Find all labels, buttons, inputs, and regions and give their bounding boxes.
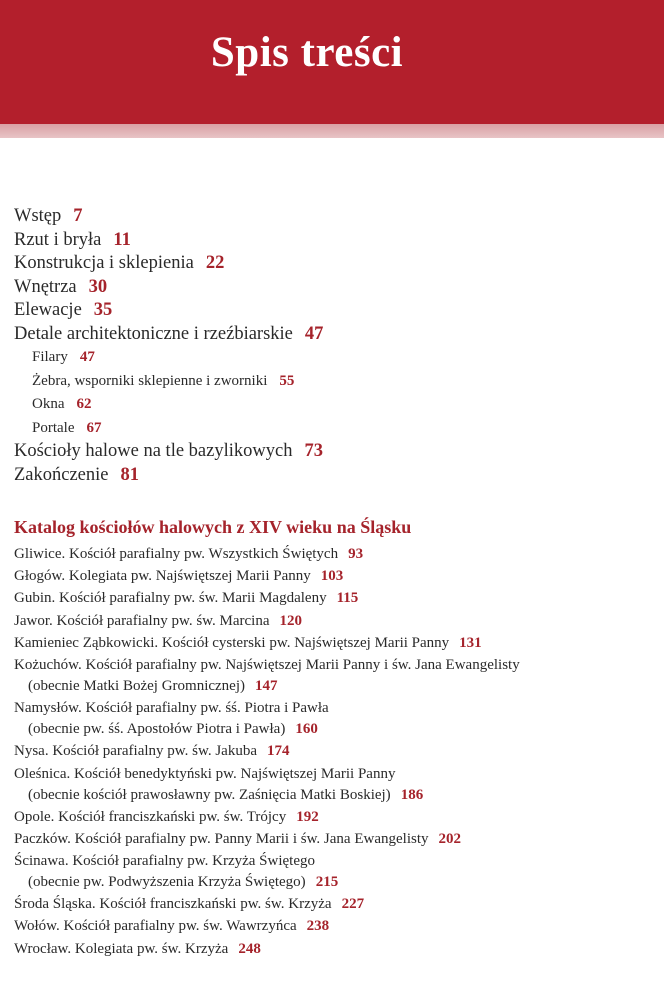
toc-item-page: 73 (304, 441, 323, 461)
toc-item-label: Filary (32, 349, 68, 365)
toc-item-label: Zakończenie (14, 464, 109, 485)
catalog-entry[interactable] (14, 894, 520, 915)
catalog-entry-label: Wołów. Kościół parafialny pw. św. Wawrzyńca (14, 918, 297, 935)
toc-item-page: 55 (279, 372, 295, 389)
catalog-entry-page: 202 (438, 830, 461, 847)
catalog-section (14, 514, 520, 961)
catalog-entry-page: 215 (315, 874, 339, 891)
catalog-entry[interactable] (14, 588, 520, 609)
toc-item[interactable] (14, 323, 323, 347)
catalog-heading: Katalog kościołów halowych z XIV wieku na Śląsku (14, 517, 412, 537)
catalog-entry[interactable] (14, 829, 520, 850)
catalog-entry-page: 115 (336, 590, 359, 607)
catalog-entry-label: Paczków. Kościół parafialny pw. Panny Marii i św. Jana Ewangelisty (14, 830, 429, 847)
catalog-entry[interactable] (14, 939, 520, 960)
page-title: Spis treści (210, 29, 404, 76)
catalog-entry-page: 131 (459, 634, 482, 651)
toc-item-page: 62 (76, 396, 92, 412)
catalog-entry-page: 238 (306, 918, 330, 935)
catalog-entry-label: Ścinawa. Kościół parafialny pw. Krzyża Świętego (14, 853, 316, 870)
header-band (0, 0, 664, 124)
catalog-entry[interactable] (14, 851, 520, 893)
toc-item-label: Elewacje (14, 300, 82, 320)
toc-item-label: Wnętrza (14, 276, 77, 297)
toc-item[interactable] (14, 252, 323, 276)
toc-subitem[interactable] (14, 393, 323, 417)
toc-item-page: 47 (304, 323, 324, 344)
toc-item[interactable] (14, 276, 323, 300)
toc-item-label: Wstęp (14, 206, 62, 226)
toc-item-page: 81 (120, 464, 139, 485)
toc-item-label: Kościoły halowe na tle bazylikowych (14, 441, 293, 461)
toc-item-label: Portale (32, 419, 75, 436)
catalog-entry-note: (obecnie kościół prawosławny pw. Zaśnięcia Matki Boskiej) (28, 786, 391, 803)
catalog-entry[interactable] (14, 916, 520, 937)
toc-item-label: Okna (32, 396, 65, 412)
toc-item-label: Konstrukcja i sklepienia (14, 253, 194, 273)
toc-subitem[interactable] (14, 370, 323, 394)
catalog-entry-page: 103 (320, 568, 344, 585)
catalog-entry-page: 174 (267, 743, 290, 760)
toc-item-page: 22 (205, 253, 225, 273)
catalog-entry[interactable] (14, 566, 520, 587)
catalog-entry-label: Głogów. Kolegiata pw. Najświętszej Marii Panny (14, 568, 311, 585)
toc-main-list (14, 205, 323, 487)
catalog-entry-label: Gliwice. Kościół parafialny pw. Wszystkich Świętych (14, 546, 339, 562)
toc-subitem[interactable] (14, 346, 323, 370)
catalog-entry-page: 93 (348, 546, 364, 562)
toc-item[interactable] (14, 464, 323, 488)
catalog-entry-label: Środa Śląska. Kościół franciszkański pw. św. Krzyża (14, 896, 332, 913)
header-stripe (0, 124, 664, 138)
toc-item[interactable] (14, 229, 323, 253)
catalog-entry-note: (obecnie pw. śś. Apostołów Piotra i Pawła) (28, 721, 286, 738)
toc-item-page: 35 (93, 300, 113, 320)
catalog-entry-label: Gubin. Kościół parafialny pw. św. Marii Magdaleny (14, 590, 327, 607)
catalog-entry[interactable] (14, 544, 520, 565)
catalog-entry-page: 192 (296, 808, 319, 825)
toc-item-label: Rzut i bryła (14, 229, 102, 250)
catalog-entry-page: 147 (255, 677, 278, 694)
catalog-entry[interactable] (14, 741, 520, 762)
catalog-entry-page: 227 (341, 896, 365, 913)
catalog-entry[interactable] (14, 807, 520, 828)
catalog-entry-page: 160 (295, 721, 318, 738)
toc-item-label: Detale architektoniczne i rzeźbiarskie (14, 323, 293, 344)
catalog-entry-note: (obecnie pw. Podwyższenia Krzyża Świętego) (28, 874, 306, 891)
catalog-entry[interactable] (14, 698, 520, 740)
toc-item-label: Żebra, wsporniki sklepienne i zworniki (32, 372, 268, 389)
toc-subitem[interactable] (14, 417, 323, 441)
toc-item-page: 47 (79, 349, 95, 365)
catalog-entry[interactable] (14, 655, 520, 697)
catalog-entry-label: Nysa. Kościół parafialny pw. św. Jakuba (14, 743, 257, 760)
toc-item-page: 67 (86, 419, 102, 436)
catalog-entry[interactable] (14, 764, 520, 806)
catalog-entry-page: 120 (279, 612, 302, 629)
catalog-entry-note: (obecnie Matki Bożej Gromnicznej) (28, 677, 246, 694)
toc-item-page: 30 (88, 276, 108, 297)
catalog-entry-label: Opole. Kościół franciszkański pw. św. Trójcy (14, 808, 287, 825)
catalog-entry-page: 186 (400, 786, 424, 803)
toc-item-page: 11 (113, 229, 131, 250)
catalog-entry-label: Kożuchów. Kościół parafialny pw. Najświętszej Marii Panny i św. Jana Ewangelisty (14, 656, 520, 673)
toc-item[interactable] (14, 205, 323, 229)
catalog-entry[interactable] (14, 611, 520, 632)
toc-item[interactable] (14, 440, 323, 464)
catalog-entry-label: Jawor. Kościół parafialny pw. św. Marcina (14, 612, 270, 629)
catalog-entry[interactable] (14, 633, 520, 654)
catalog-entry-label: Kamieniec Ząbkowicki. Kościół cysterski pw. Najświętszej Marii Panny (14, 634, 450, 651)
catalog-entry-label: Wrocław. Kolegiata pw. św. Krzyża (14, 940, 229, 957)
toc-item[interactable] (14, 299, 323, 323)
catalog-entry-label: Namysłów. Kościół parafialny pw. śś. Piotra i Pawła (14, 700, 329, 717)
catalog-entry-label: Oleśnica. Kościół benedyktyński pw. Najświętszej Marii Panny (14, 765, 396, 782)
catalog-entry-page: 248 (238, 940, 261, 957)
toc-item-page: 7 (73, 206, 83, 226)
